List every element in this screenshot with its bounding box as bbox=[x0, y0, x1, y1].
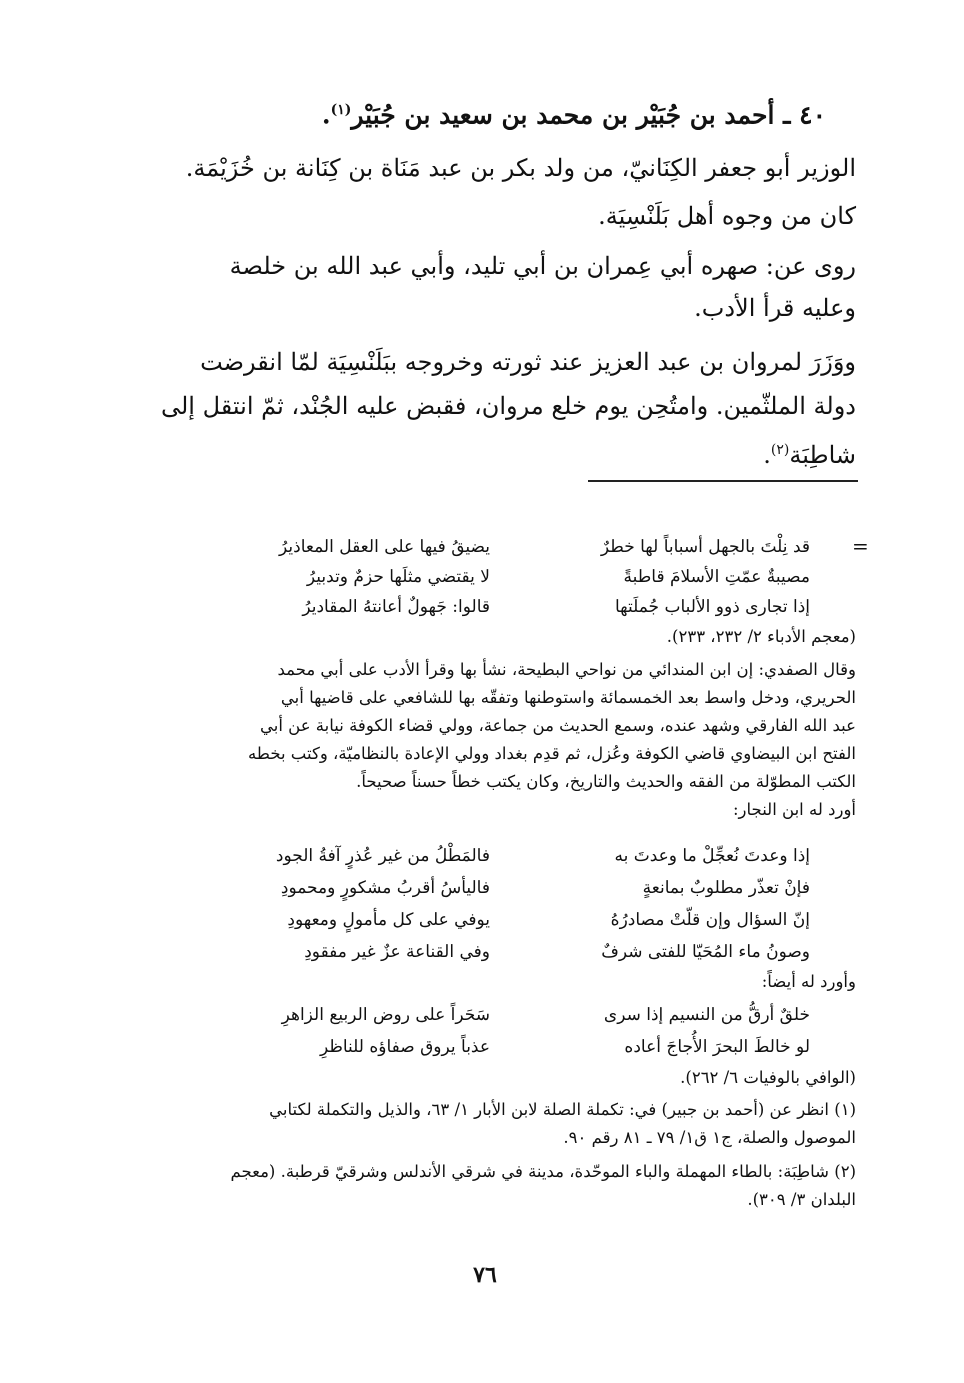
poem1-source: (معجم الأدباء ٢/ ٢٣٢، ٢٣٣). bbox=[666, 627, 856, 646]
poem3-verse-2 bbox=[190, 1037, 810, 1067]
body-line-7-period: . bbox=[763, 441, 771, 469]
footnote-ref-2: (٢) bbox=[770, 442, 790, 458]
poem1-verse-3-first: إذا تجارى ذوو الألباب جُملَتها bbox=[614, 597, 810, 617]
poem2-verse-4-first: وصونُ ماء المُحَيّا للفتى شرفٌ bbox=[601, 942, 810, 962]
body-line-4: وعليه قرأ الأدب. bbox=[694, 294, 856, 322]
entry-heading-text: ٤٠ ـ أحمد بن جُبَيْر بن محمد بن سعيد بن جُبَيْر bbox=[351, 100, 826, 130]
poem2-verse-3 bbox=[190, 910, 810, 940]
poem2-verse-2-second: فاليأسُ أقربُ مشكورٍ ومحمودِ bbox=[280, 878, 490, 898]
footnote-ref-1: (١) bbox=[330, 102, 352, 118]
body-line-7-text: شاطِبَة bbox=[789, 441, 856, 469]
poem2-verse-4-second: وفي القناعة عزٌ غير مفقودِ bbox=[304, 942, 490, 962]
body-line-2: كان من وجوه أهل بَلَنْسِيَة. bbox=[598, 202, 856, 230]
footnote-2-line-2: البلدان ٣/ ٣٠٩). bbox=[747, 1190, 856, 1209]
prose-line-2: الحريري، ودخل واسط بعد الخمسمائة واستوطنها وتفقّه بها للشافعي على قاضيها أبي bbox=[280, 688, 856, 707]
poem1-verse-2 bbox=[190, 567, 810, 597]
body-line-1: الوزير أبو جعفر الكِنَانيّ، من ولد بكر بن عبد مَنَاة بن كِنَانة بن خُزَيْمَة. bbox=[185, 154, 856, 182]
footnote-1-line-1: (١) انظر عن (أحمد بن جبير) في: تكملة الصلة لابن الأبار ١/ ٦٣، والذيل والتكملة لكتابي bbox=[269, 1100, 856, 1119]
intro-ibn-najjar: أورد له ابن النجار: bbox=[732, 800, 856, 819]
body-line-5: ووَزَرَ لمروان بن عبد العزيز عند ثورته وخروجه ببَلَنْسِيَة لمّا انقرضت bbox=[200, 348, 856, 376]
poem3-verse-2-first: لو خالطَ البحرَ الأُجاجَ أعاده bbox=[624, 1037, 810, 1057]
body-line-7 bbox=[126, 428, 856, 477]
poem1-verse-1 bbox=[190, 537, 810, 567]
poem2-verse-3-first: إنّ السؤال وإن قلّتْ مصادرُهُ bbox=[610, 910, 810, 930]
footnote-separator bbox=[588, 480, 858, 482]
poem2-verse-2-first: فإنْ تعذّر مطلوبٌ بمانعةٍ bbox=[642, 878, 810, 898]
prose-line-1: وقال الصفدي: إن ابن المندائي من نواحي البطيحة، نشأ بها وقرأ الأدب على أبي محمد bbox=[277, 660, 856, 679]
entry-heading bbox=[126, 90, 826, 135]
poem2-verse-1 bbox=[190, 846, 810, 876]
prose-line-5: الكتب المطوّلة من الفقه والحديث والتاريخ، وكان يكتب خطاً حسناً صحيحاً. bbox=[356, 772, 856, 791]
page-number: ٧٦ bbox=[473, 1262, 497, 1288]
poem2-verse-2 bbox=[190, 878, 810, 908]
intro-also: وأورد له أيضاً: bbox=[761, 972, 856, 991]
poem1-verse-2-second: لا يقتضي مثلَها حزمٌ وتدبيرُ bbox=[306, 567, 490, 587]
poem1-verse-3 bbox=[190, 597, 810, 627]
poem1-verse-1-first: قد نِلْتَ بالجهل أسباباً لها خطرٌ bbox=[600, 537, 810, 557]
poem1-verse-2-first: مصيبةٌ عمّتِ الأسلامَ قاطبةً bbox=[623, 567, 810, 587]
poem2-verse-4 bbox=[190, 942, 810, 972]
continuation-mark: = bbox=[852, 534, 869, 558]
prose-line-3: عبد الله الفارقي وشهد عنده، وسمع الحديث من جماعة، وولي قضاء الكوفة نيابة عن أبي bbox=[259, 716, 856, 735]
poem3-source: (الوافي بالوفيات ٦/ ٢٦٢). bbox=[680, 1068, 856, 1087]
body-line-6: دولة الملثّمين. وامتُحِن يوم خلع مروان، فقبض عليه الجُنْد، ثمّ انتقل إلى bbox=[160, 392, 856, 420]
footnote-1-line-2: الموصول والصلة، ج١ ق١/ ٧٩ ـ ٨١ رقم ٩٠. bbox=[563, 1128, 856, 1147]
footnote-2-line-1: (٢) شاطِبَة: بالطاء المهملة والباء الموحّدة، مدينة في شرقي الأندلس وشرقيّ قرطبة. (معجم bbox=[230, 1162, 856, 1181]
heading-period: . bbox=[321, 100, 331, 130]
poem3-verse-1-first: خلقٌ أرقُّ من النسيم إذا سرى bbox=[603, 1005, 810, 1025]
poem2-verse-1-first: إذا وعدتَ نُعجِّلْ ما وعدتَ به bbox=[614, 846, 810, 866]
poem2-verse-3-second: يوفي على كل مأمولٍ ومعهودِ bbox=[287, 910, 490, 930]
poem2-verse-1-second: فالمَطْلُ من غير عُذرٍ آفةُ الجود bbox=[275, 846, 490, 866]
body-line-3: روى عن: صهره أبي عِمران بن أبي تليد، وأبي عبد الله بن خلصة bbox=[229, 252, 856, 280]
prose-line-4: الفتح ابن البيضاوي قاضي الكوفة وعُزل، ثم قدِم بغداد وولي الإعادة بالنظاميّة، وكتب بخطه bbox=[247, 744, 856, 763]
poem1-verse-3-second: قالوا: جَهولٌ أعانتهُ المقاديرُ bbox=[302, 597, 490, 617]
poem3-verse-2-second: عذباً يروق صفاؤه للناظرِ bbox=[319, 1037, 490, 1057]
poem3-verse-1 bbox=[190, 1005, 810, 1035]
poem3-verse-1-second: سَحَراً على روض الربيع الزاهرِ bbox=[281, 1005, 490, 1025]
poem1-verse-1-second: يضيقُ فيها على العقل المعاذيرُ bbox=[279, 537, 490, 557]
